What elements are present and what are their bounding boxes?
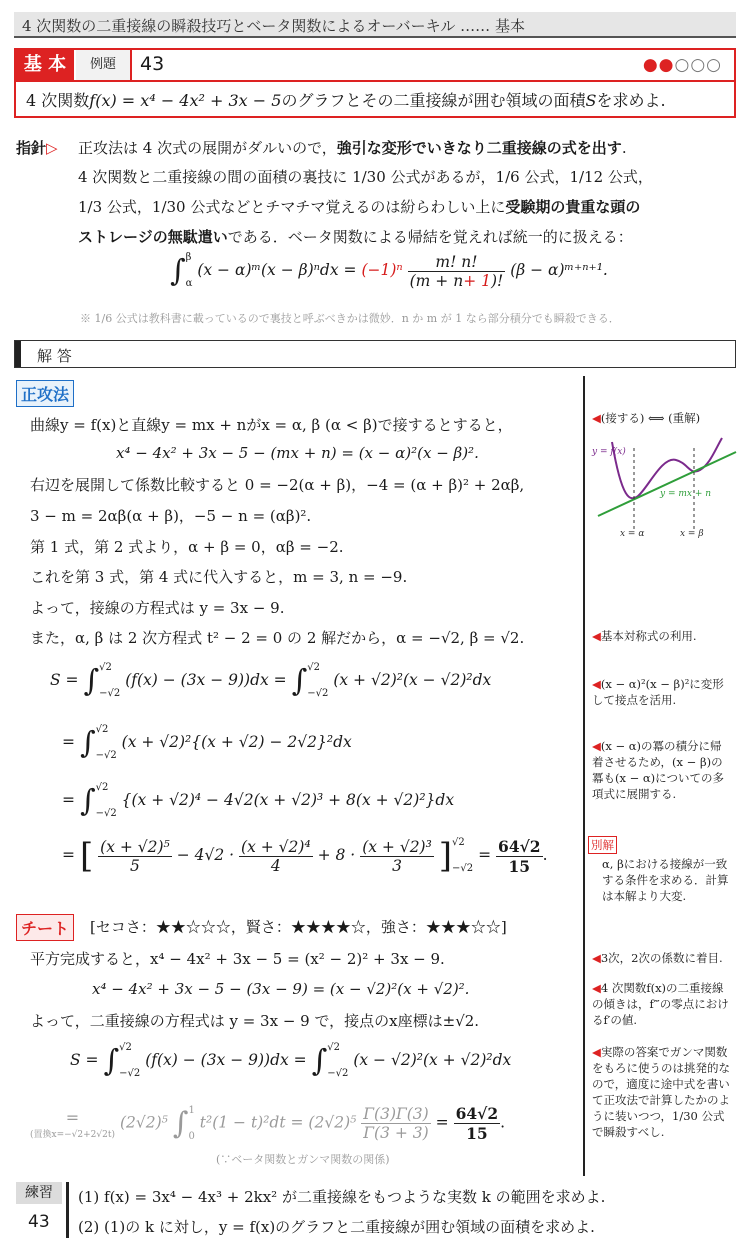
side-note-4: ◀(x − α)の冪の積分に帰着させるため，(x − β)の冪も(x − α)についての多項式に展開する. [592,739,724,801]
solution-line-4: 3 − m = 2αβ(α + β)，−5 − n = (αβ)². [30,507,312,525]
side-note-2: ◀基本対称式の利用. [592,629,697,643]
solution-line-8: また，α, β は 2 次方程式 t² − 2 = 0 の 2 解だから，α = −√2, β = √2. [30,629,525,647]
triangle-icon: ◀ [592,411,601,425]
problem-box [14,48,736,118]
cheat-line-2: x⁴ − 4x² + 3x − 5 − (3x − 9) = (x − √2)²(x + √2)². [92,980,470,998]
beta-formula: ∫ β α (x − α)ᵐ(x − β)ⁿdx = (−1)ⁿ $\frac{m! n!}{(m + n+ 1)!}$ (β − α)ᵐ⁺ⁿ⁺¹. [170,252,608,290]
play-arrow-icon: ▷ [46,139,58,157]
solution-line-3: 右辺を展開して係数比較すると 0 = −2(α + β)，−4 = (α + β)² + 2αβ, [30,476,525,494]
problem-number: 43 [140,53,165,75]
cheat-line-1: 平方完成すると，x⁴ − 4x² + 3x − 5 = (x² − 2)² + 3x − 9. [30,950,445,968]
side-note-7: ◀4 次関数f(x)の二重接線の傾きは，f‴の零点におけるf′の値. [592,981,729,1027]
solution-line-5: 第 1 式，第 2 式より，α + β = 0，αβ = −2. [30,538,344,556]
page-title: 4 次関数の二重接線の瞬殺技巧とベータ関数によるオーバーキル …… 基本 [22,17,525,35]
hint-line-1: 正攻法は 4 次式の展開がダルいので，強引な変形でいきなり二重接線の式を出す. [78,139,627,157]
alt-solution-tag: 別解 [588,836,617,854]
method-label: 正攻法 [16,380,74,407]
integral-line-2: = ∫ √2 −√2 (x + √2)²{(x + √2) − 2√2}²dx [62,724,352,761]
cheat-integral: S = ∫ √2 −√2 (f(x) − (3x − 9))dx = ∫ √2 −√2 (x − √2)²(x + √2)²dx [70,1042,512,1079]
tangent-graph [590,430,740,540]
side-note-5: α, βにおける接線が一致する条件を求める．計算は本解より大変. [602,857,729,903]
column-divider [583,376,585,1176]
solution-line-7: よって，接線の方程式は y = 3x − 9. [30,599,285,617]
side-note-1: ◀(接する) ⟺ (重解) [592,411,701,425]
cheat-beta-line: = (置換x=−√2+2√2t) (2√2)⁵ ∫ 1 0 t²(1 − t)²dt = (2√2)⁵ $\frac{\Gamma(3)\Gamma(3)}{\Gamma(3 + 3)}$ = $\frac{64√2}{15}$ . [30,1104,506,1143]
hint-line-2: 4 次関数と二重接線の間の面積の裏技に 1/30 公式があるが，1/6 公式，1/12 公式， [78,168,653,186]
solution-line-2: x⁴ − 4x² + 3x − 5 − (mx + n) = (x − α)²(x − β)². [116,444,479,462]
cheat-line-3: よって，二重接線の方程式は y = 3x − 9 で，接点のx座標は±√2. [30,1012,480,1030]
practice-divider [66,1182,69,1238]
cheat-label: チート [16,914,74,941]
cheat-ratings: [セコさ：★★☆☆☆，賢さ：★★★★☆，強さ：★★★☆☆] [90,918,507,936]
practice-label: 練習 [16,1182,62,1204]
hint-note: ※ 1/6 公式は教科書に載っているので裏技と呼ぶべきかは微妙．n か m が 1 なら部分積分でも瞬殺できる． [80,312,620,325]
hint-line-4: ストレージの無駄遣いである．ベータ関数による帰結を覚えれば統一的に扱える： [78,228,633,246]
answer-heading: 解 答 [14,340,736,368]
graph-label-alpha: x = α [620,529,645,539]
type-tag: 例題 [76,50,132,80]
level-tag: 基 本 [16,50,74,80]
solution-line-6: これを第 3 式，第 4 式に代入すると，m = 3, n = −9. [30,568,408,586]
integral-line-1: S = ∫ √2 −√2 (f(x) − (3x − 9))dx = ∫ √2 −√2 (x + √2)²(x − √2)²dx [50,662,492,699]
divider [16,80,734,82]
difficulty-rating: ●●○○○ [642,55,722,75]
side-note-3: ◀(x − α)²(x − β)²に変形して接点を活用. [592,677,724,707]
problem-text: 4 次関数f(x) = x⁴ − 4x² + 3x − 5のグラフとその二重接線が囲む領域の面積Sを求めよ. [26,91,666,110]
solution-line-1: 曲線y = f(x)と直線y = mx + nがx = α, β (α < β)で接するとすると， [30,416,513,434]
graph-label-line: y = mx + n [660,489,712,499]
integral-line-4: = [ $\frac{\text{(x + √2)⁵}}{5}$ − 4√2 · $\frac{\text{(x + √2)⁴}}{4}$ + 8 · $\frac{\text{(x + √2)³}}{3}$ ] √2 −√2 = $\frac{64√2}{15}$ . [62,836,548,876]
cheat-note: (∵ベータ関数とガンマ関数の関係) [216,1153,390,1166]
side-note-8: ◀実際の答案でガンマ関数をもろに使うのは挑発的なので，適度に途中式を書いて正攻法で計算したかのように装いつつ，1/30 公式で瞬殺すべし. [592,1045,730,1139]
integral-line-3: = ∫ √2 −√2 {(x + √2)⁴ − 4√2(x + √2)³ + 8(x + √2)²}dx [62,782,455,819]
title-bar [14,12,736,38]
practice-question-1: (1) f(x) = 3x⁴ − 4x³ + 2kx² が二重接線をもつような実数 k の範囲を求めよ. [78,1188,606,1206]
hint-line-3: 1/3 公式，1/30 公式などとチマチマ覚えるのは紛らわしい上に受験期の貴重な頭の [78,198,641,216]
graph-label-beta: x = β [680,529,704,539]
hint-label: 指針▷ [16,139,58,157]
side-note-6: ◀3次，2次の係数に着目. [592,951,723,965]
practice-number: 43 [28,1212,50,1232]
practice-question-2: (2) (1)の k に対し，y = f(x)のグラフと二重接線が囲む領域の面積を求めよ. [78,1218,595,1236]
graph-label-curve: y = f(x) [592,447,626,457]
